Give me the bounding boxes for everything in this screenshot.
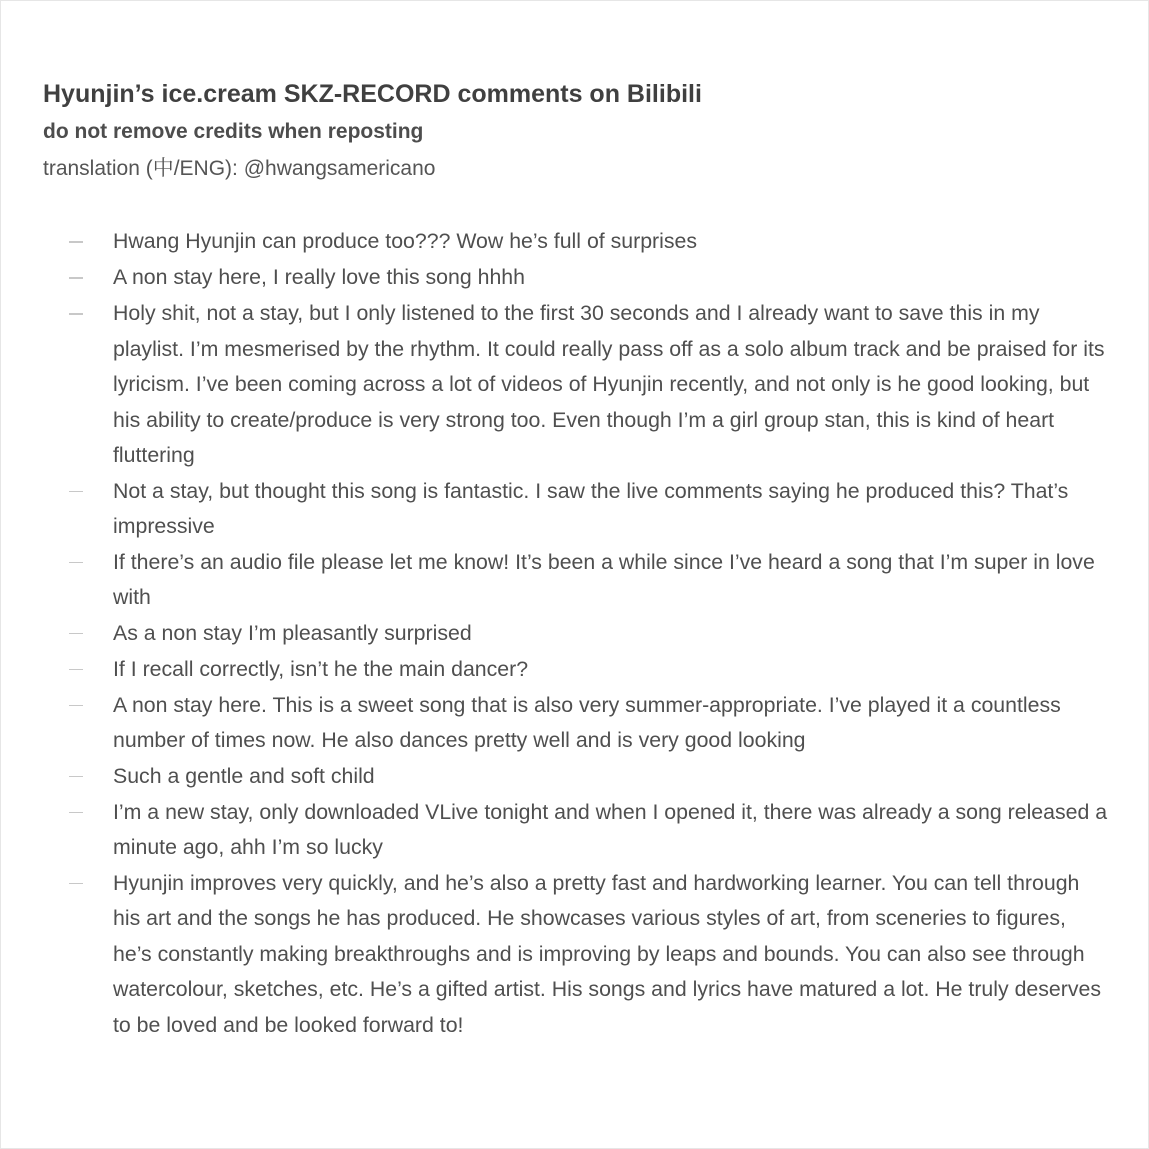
comment-list — [1, 224, 1149, 1043]
list-item — [1, 652, 1149, 688]
list-item — [1, 866, 1149, 1044]
dash-bullet-icon — [69, 759, 83, 795]
list-item — [1, 224, 1149, 260]
list-item — [1, 474, 1149, 545]
dash-bullet-icon — [69, 688, 83, 724]
dash-bullet-icon — [69, 260, 83, 296]
dash-bullet-icon — [69, 652, 83, 688]
comment-text: Hyunjin improves very quickly, and he’s also a pretty fast and hardworking learner. You can tell through his art and the songs he has produced. He showcases various styles of art, from sceneries to figures, he’s constantly making breakthroughs and is improving by leaps and bounds. You can also see through watercolour, sketches, etc. He’s a gifted artist. His songs and lyrics have matured a lot. He truly deserves to be loved and be looked forward to! — [113, 870, 1101, 1037]
comment-text: If there’s an audio file please let me know! It’s been a while since I’ve heard a song that I’m super in love with — [113, 549, 1095, 609]
dash-bullet-icon — [69, 616, 83, 652]
dash-bullet-icon — [69, 545, 83, 581]
list-item — [1, 260, 1149, 296]
document-title: Hyunjin’s ice.cream SKZ-RECORD comments on Bilibili — [43, 80, 702, 108]
translation-credit: translation (中/ENG): @hwangsamericano — [43, 157, 436, 180]
list-item — [1, 795, 1149, 866]
comment-text: As a non stay I’m pleasantly surprised — [113, 620, 472, 645]
dash-bullet-icon — [69, 296, 83, 332]
document-subtitle: do not remove credits when reposting — [43, 120, 424, 143]
comment-text: Not a stay, but thought this song is fantastic. I saw the live comments saying he produced this? That’s impressive — [113, 478, 1069, 538]
comment-text: A non stay here, I really love this song hhhh — [113, 265, 525, 289]
list-item — [1, 759, 1149, 795]
comment-text: Hwang Hyunjin can produce too??? Wow he’s full of surprises — [113, 229, 698, 253]
list-item — [1, 616, 1149, 652]
comment-text: Such a gentle and soft child — [113, 763, 375, 788]
dash-bullet-icon — [69, 224, 83, 260]
list-item — [1, 545, 1149, 616]
document-header — [43, 75, 1103, 187]
comment-text: If I recall correctly, isn’t he the main dancer? — [113, 656, 529, 681]
list-item — [1, 296, 1149, 474]
comment-text: Holy shit, not a stay, but I only listened to the first 30 seconds and I already want to save this in my playlist. I’m mesmerised by the rhythm. It could really pass off as a solo album track and be praised for its lyricism. I’ve been coming across a lot of videos of Hyunjin recently, and not only is he good looking, but his ability to create/produce is very strong too. Even though I’m a girl group stan, this is kind of heart fluttering — [113, 301, 1105, 467]
dash-bullet-icon — [69, 866, 83, 902]
dash-bullet-icon — [69, 795, 83, 831]
comment-text: I’m a new stay, only downloaded VLive tonight and when I opened it, there was already a song released a minute ago, ahh I’m so lucky — [113, 799, 1108, 859]
dash-bullet-icon — [69, 474, 83, 510]
list-item — [1, 688, 1149, 759]
comment-text: A non stay here. This is a sweet song that is also very summer-appropriate. I’ve played it a countless number of times now. He also dances pretty well and is very good looking — [113, 692, 1061, 752]
